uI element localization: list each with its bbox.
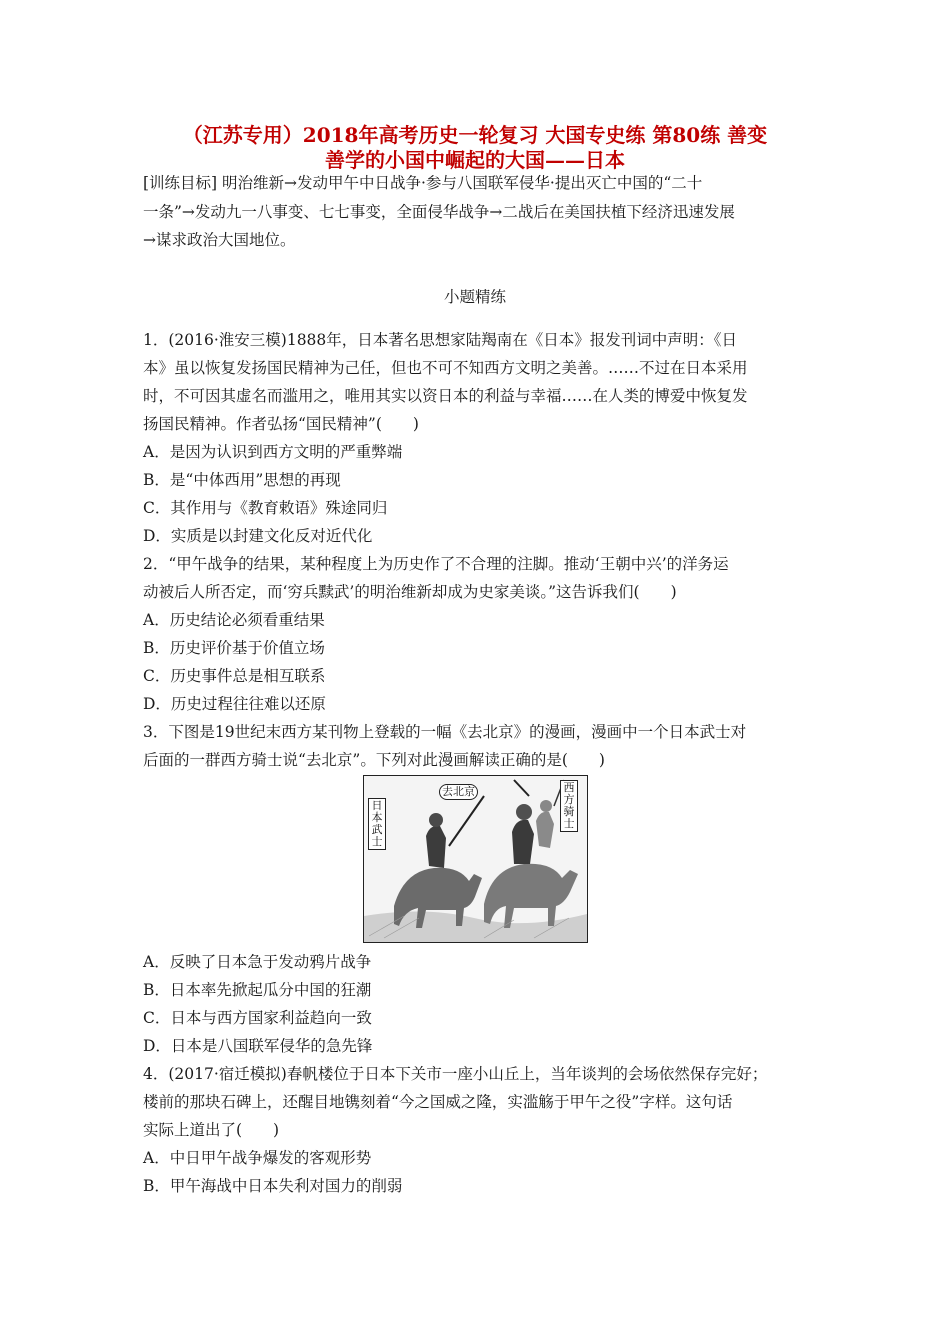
q3-stem-line-1: 3．下图是19世纪末西方某刊物上登载的一幅《去北京》的漫画，漫画中一个日本武士对 <box>143 723 747 741</box>
intro-line-2: 一条”→发动九一八事变、七七事变，全面侵华战争→二战后在美国扶植下经济迅速发展 <box>143 203 735 221</box>
q2-option-d: D．历史过程往往难以还原 <box>143 695 326 713</box>
q2-option-b: B．历史评价基于价值立场 <box>143 639 325 657</box>
q1-option-c: C．其作用与《教育敕语》殊途同归 <box>143 499 388 517</box>
q3-option-b: B．日本率先掀起瓜分中国的狂潮 <box>143 981 372 999</box>
q1-stem-line-4: 扬国民精神。作者弘扬“国民精神”( ) <box>143 415 419 433</box>
title-line-1: （江苏专用）2018年高考历史一轮复习 大国专史练 第80练 善变 <box>182 123 768 147</box>
intro-line-3: →谋求政治大国地位。 <box>143 231 296 249</box>
q1-option-d: D．实质是以封建文化反对近代化 <box>143 527 373 545</box>
q1-stem-line-2: 本》虽以恢复发扬国民精神为己任，但也不可不知西方文明之美善。……不过在日本采用 <box>143 359 748 377</box>
intro-line-1: [训练目标] 明治维新→发动甲午中日战争·参与八国联军侵华·提出灭亡中国的“二十 <box>143 174 703 192</box>
q1-option-b: B．是“中体西用”思想的再现 <box>143 471 341 489</box>
q4-stem-line-1: 4．(2017·宿迁模拟)春帆楼位于日本下关市一座小山丘上，当年谈判的会场依然保存完好； <box>143 1065 768 1083</box>
q2-stem-line-2: 动被后人所否定，而‘穷兵黩武’的明治维新却成为史家美谈。”这告诉我们( ) <box>143 583 677 601</box>
label-western-knights: 西方骑士 <box>560 780 578 832</box>
q4-option-a: A．中日甲午战争爆发的客观形势 <box>143 1149 372 1167</box>
q3-option-a: A．反映了日本急于发动鸦片战争 <box>143 953 372 971</box>
q4-stem-line-3: 实际上道出了( ) <box>143 1121 280 1139</box>
title-line-2: 善学的小国中崛起的大国——日本 <box>325 148 625 172</box>
cartoon-figure <box>363 775 588 943</box>
q2-option-c: C．历史事件总是相互联系 <box>143 667 326 685</box>
speech-bubble: 去北京 <box>439 784 478 800</box>
q1-stem-line-3: 时，不可因其虚名而滥用之，唯用其实以资日本的利益与幸福……在人类的博爱中恢复发 <box>143 387 748 405</box>
q4-stem-line-2: 楼前的那块石碑上，还醒目地镌刻着“今之国威之隆，实滥觞于甲午之役”字样。这句话 <box>143 1093 733 1111</box>
section-title: 小题精练 <box>443 288 506 306</box>
q3-option-d: D．日本是八国联军侵华的急先锋 <box>143 1037 373 1055</box>
q1-stem-line-1: 1．(2016·淮安三模)1888年，日本著名思想家陆羯南在《日本》报发刊词中声明：《日 <box>143 331 738 349</box>
label-japanese-samurai: 日本武士 <box>368 798 386 850</box>
q2-stem-line-1: 2．“甲午战争的结果，某种程度上为历史作了不合理的注脚。推动‘王朝中兴’的洋务运 <box>143 555 729 573</box>
q4-option-b: B．甲午海战中日本失利对国力的削弱 <box>143 1177 403 1195</box>
cartoon-drawing <box>364 776 587 942</box>
q1-option-a: A．是因为认识到西方文明的严重弊端 <box>143 443 403 461</box>
q3-option-c: C．日本与西方国家利益趋向一致 <box>143 1009 372 1027</box>
q2-option-a: A．历史结论必须看重结果 <box>143 611 325 629</box>
q3-stem-line-2: 后面的一群西方骑士说“去北京”。下列对此漫画解读正确的是( ) <box>143 751 605 769</box>
document-title <box>140 123 810 173</box>
